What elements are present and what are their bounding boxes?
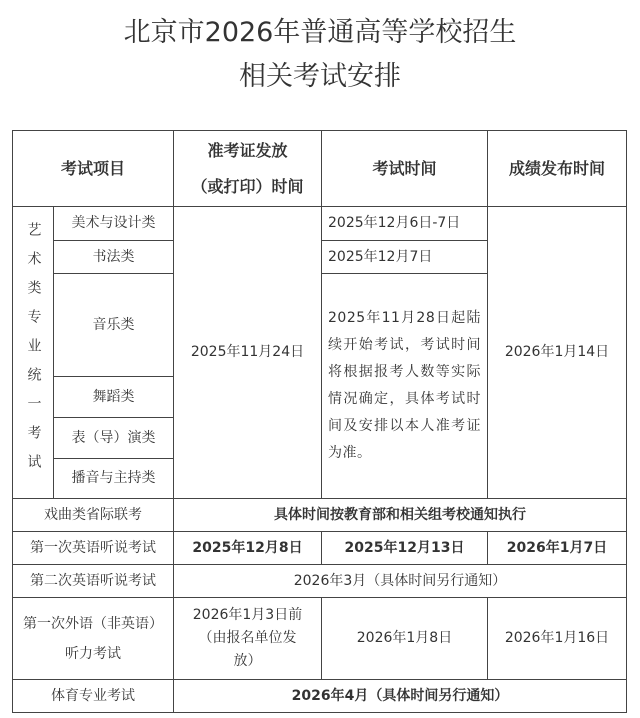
english1-item: 第一次英语听说考试 bbox=[12, 531, 174, 565]
page-subtitle: 相关考试安排 bbox=[239, 61, 401, 92]
art-group-label: 艺术类专业统一考试 bbox=[12, 206, 54, 499]
art-exam-time-calligraphy: 2025年12月7日 bbox=[321, 240, 488, 274]
art-item-drama: 表（导）演类 bbox=[53, 417, 174, 459]
foreign-score: 2026年1月16日 bbox=[487, 597, 627, 680]
foreign-ticket: 2026年1月3日前 （由报名单位发 放） bbox=[173, 597, 322, 680]
pe-note: 2026年4月（具体时间另行通知） bbox=[173, 679, 627, 713]
header-score-time: 成绩发布时间 bbox=[487, 130, 627, 207]
opera-note: 具体时间按教育部和相关组考校通知执行 bbox=[173, 498, 627, 532]
art-item-music: 音乐类 bbox=[53, 273, 174, 377]
art-exam-note: 2025年11月28日起陆续开始考试，考试时间将根据报考人数等实际情况确定，具体考试时间及安排以本人准考证为准。 bbox=[321, 273, 488, 499]
english1-ticket: 2025年12月8日 bbox=[173, 531, 322, 565]
page-title: 北京市2026年普通高等学校招生 bbox=[123, 17, 517, 48]
english1-exam: 2025年12月13日 bbox=[321, 531, 488, 565]
art-item-fine-arts: 美术与设计类 bbox=[53, 206, 174, 241]
art-item-calligraphy: 书法类 bbox=[53, 240, 174, 274]
english1-score: 2026年1月7日 bbox=[487, 531, 627, 565]
art-ticket-date: 2025年11月24日 bbox=[173, 206, 322, 499]
art-item-broadcasting: 播音与主持类 bbox=[53, 458, 174, 499]
foreign-item: 第一次外语（非英语） 听力考试 bbox=[12, 597, 174, 680]
english2-item: 第二次英语听说考试 bbox=[12, 564, 174, 598]
pe-item: 体育专业考试 bbox=[12, 679, 174, 713]
header-exam-time: 考试时间 bbox=[321, 130, 488, 207]
english2-note: 2026年3月（具体时间另行通知） bbox=[173, 564, 627, 598]
foreign-exam: 2026年1月8日 bbox=[321, 597, 488, 680]
art-score-date: 2026年1月14日 bbox=[487, 206, 627, 499]
art-item-dance: 舞蹈类 bbox=[53, 376, 174, 418]
header-ticket: 准考证发放 （或打印）时间 bbox=[173, 130, 322, 207]
opera-item: 戏曲类省际联考 bbox=[12, 498, 174, 532]
art-exam-time-fine-arts: 2025年12月6日-7日 bbox=[321, 206, 488, 241]
header-item: 考试项目 bbox=[12, 130, 174, 207]
